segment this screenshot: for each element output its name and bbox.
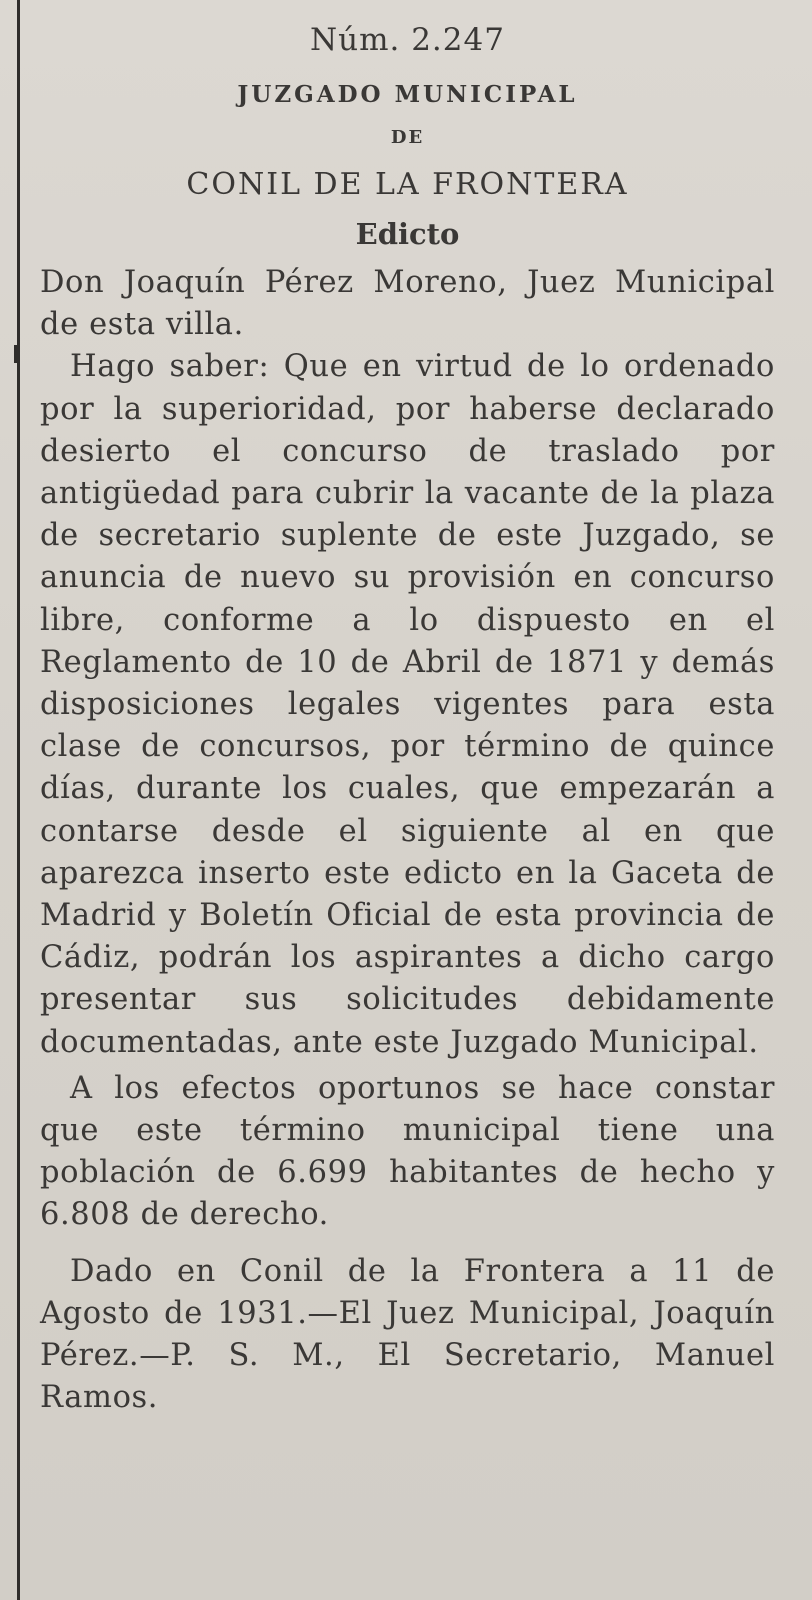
heading-connector: DE	[390, 127, 425, 148]
notice-number: Núm. 2.247	[310, 22, 505, 58]
intro-paragraph: Don Joaquín Pérez Moreno, Juez Municipal de esta villa.	[40, 265, 775, 343]
court-heading: JUZGADO MUNICIPAL	[237, 81, 578, 108]
document-title: Edicto	[355, 217, 460, 251]
edict-article	[40, 14, 775, 1419]
closing-paragraph: Dado en Conil de la Frontera a 11 de Agosto de 1931.—El Juez Municipal, Joaquín Pérez.—P. S. M., El Secretario, Manuel Ramos.	[40, 1253, 775, 1416]
column-rule-notch	[14, 345, 20, 363]
population-paragraph: A los efectos oportunos se hace constar que este término municipal tiene una población de 6.699 habitantes de hecho y 6.808 de derecho.	[40, 1070, 775, 1233]
column-rule	[17, 0, 20, 1600]
town-heading: CONIL DE LA FRONTERA	[186, 167, 629, 202]
notice-paragraph: Hago saber: Que en virtud de lo ordenado por la superioridad, por haberse declarado desierto el concurso de traslado por antigüedad para cubrir la vacante de la plaza de secretario suplente de este Juzgado, se anuncia de nuevo su provisión en concurso libre, conforme a lo dispuesto en el Reglamento de 10 de Abril de 1871 y demás disposiciones legales vigentes para esta clase de concursos, por término de quince días, durante los cuales, que empezarán a contarse desde el siguiente al en que aparezca inserto este edicto en la Gaceta de Madrid y Boletín Oficial de esta provincia de Cádiz, podrán los aspirantes a dicho cargo presentar sus solicitudes debidamente documentadas, ante este Juzgado Municipal.	[40, 349, 775, 1060]
